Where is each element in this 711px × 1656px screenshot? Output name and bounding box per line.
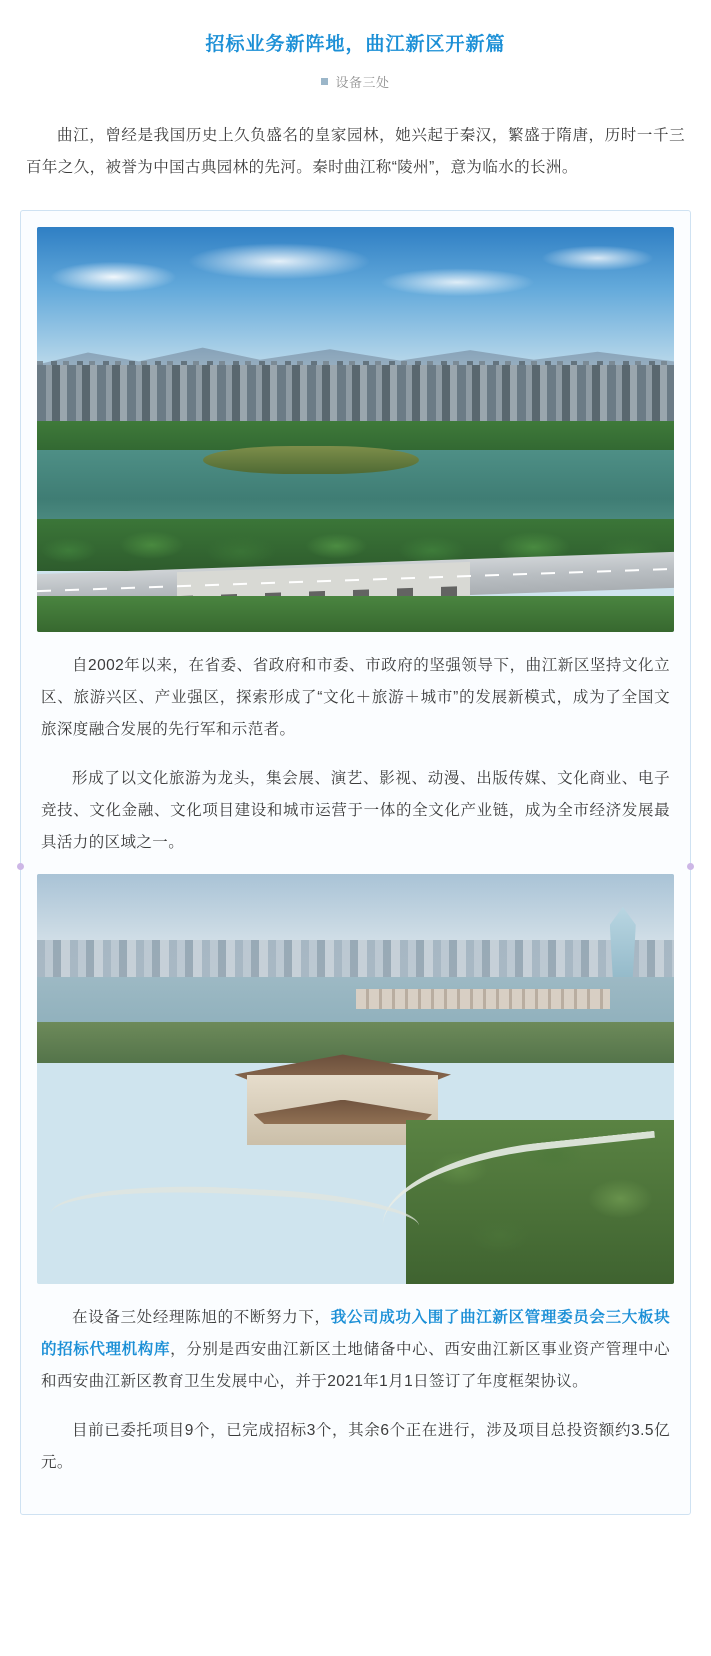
paragraph-3-rest: ，分别是西安曲江新区土地储备中心、西安曲江新区事业资产管理中心和西安曲江新区教育卫生发展中心，并于2021年1月1日签订了年度框架协议。 xyxy=(41,1340,670,1390)
photo1-buildings xyxy=(37,365,674,430)
photo2-city-skyline xyxy=(37,940,674,981)
content-card xyxy=(20,210,691,1515)
body-paragraph-4: 目前已委托项目9个，已完成招标3个，其余6个正在进行，涉及项目总投资额约3.5亿元。 xyxy=(41,1422,670,1472)
photo1-island xyxy=(203,446,420,474)
subtitle-row xyxy=(0,72,711,91)
body-paragraph-2: 形成了以文化旅游为龙头，集会展、演艺、影视、动漫、出版传媒、文化商业、电子竞技、文化金融、文化项目建设和城市运营于一体的全文化产业链，成为全市经济发展最具活力的区域之一。 xyxy=(41,770,670,851)
paragraph-3-lead: 在设备三处经理陈旭的不断努力下， xyxy=(72,1309,331,1327)
photo1-foreground-green xyxy=(37,596,674,632)
photo1-clouds xyxy=(37,235,674,340)
image-qujiang-temple-autumn-aerial xyxy=(37,874,674,1284)
intro-paragraph: 曲江，曾经是我国历史上久负盛名的皇家园林，她兴起于秦汉，繁盛于隋唐，历时一千三百年之久，被誉为中国古典园林的先河。秦时曲江称“陵州”，意为临水的长洲。 xyxy=(26,127,685,177)
body-paragraph-1: 自2002年以来，在省委、省政府和市委、市政府的坚强领导下，曲江新区坚持文化立区、旅游兴区、产业强区，探索形成了“文化＋旅游＋城市”的发展新模式，成为了全国文旅深度融合发展的先行军和示范者。 xyxy=(41,656,670,738)
photo2-pier xyxy=(356,989,611,1010)
page-title: 招标业务新阵地，曲江新区开新篇 xyxy=(205,33,506,55)
square-bullet-icon xyxy=(321,78,328,85)
article-subtitle: 设备三处 xyxy=(335,74,390,90)
photo2-far-trees xyxy=(37,1022,674,1063)
paragraph-3-highlight: 我公司成功入围了曲江新区管理委员会三大板块的招标代理机构库 xyxy=(41,1309,671,1358)
body-paragraph-3 xyxy=(37,1302,674,1397)
image-qujiang-lake-aerial xyxy=(37,227,674,632)
article-page xyxy=(0,13,711,1540)
